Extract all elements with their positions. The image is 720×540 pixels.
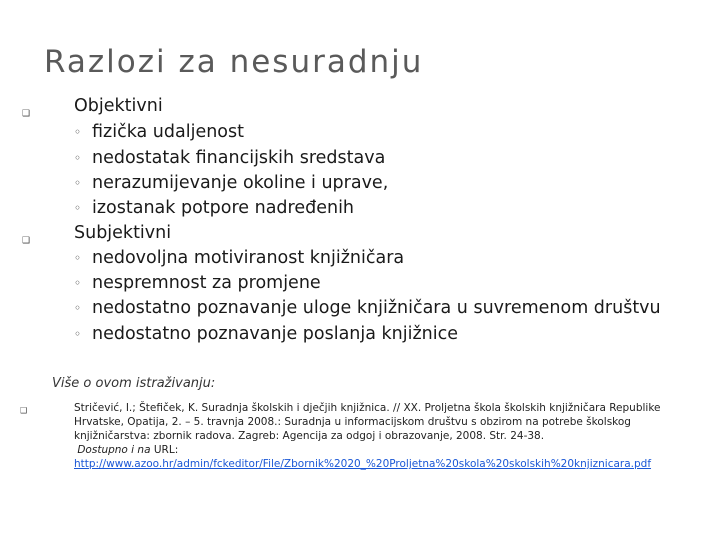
ring-bullet-icon: ◦ [74,176,82,190]
slide-title: Razlozi za nesuradnju [44,44,424,80]
citation-text: Stričević, I.; Štefiček, K. Suradnja školskih i dječjih knjižnica. // XX. Proljetna škola školskih knjižničara Republike Hrvatske, Opatija, 2. – 5. travnja 2008.: Suradnja u informacijskom društvu s obzirom na potrebe školskog knjižničarstva: zbornik radova. Zagreb: Agencija za odgoj i obrazovanje, 2008. Str. 24-38. [74,402,661,442]
sub-bullet-item [74,296,661,320]
bullet-objektivni [22,94,163,119]
square-bullet-icon: ❑ [20,406,28,415]
ring-bullet-icon: ◦ [74,251,82,265]
ring-bullet-icon: ◦ [74,125,82,139]
sub-bullet-label: nedostatno poznavanje uloge knjižničara u suvremenom društvu [92,298,661,318]
more-info-label: Više o ovom istraživanju: [52,376,216,391]
source-link-part2: znicara.pdf [592,458,652,470]
sub-bullet-item [74,196,355,220]
sub-bullet-label: izostanak potpore nadređenih [92,198,355,218]
sub-bullet-label: nedovoljna motiviranost knjižničara [92,248,405,268]
bullet-heading: Objektivni [74,96,163,116]
available-prefix: Dostupno i na [77,444,151,456]
sub-bullet-label: nespremnost za promjene [92,273,321,293]
sub-bullet-label: fizička udaljenost [92,122,244,142]
ring-bullet-icon: ◦ [74,276,82,290]
square-bullet-icon: ❑ [22,236,31,246]
source-link-part1: http://www.azoo.hr/admin/fckeditor/File/Zbornik%2020_%20Proljetna%20skola%20skolskih%20knji [74,458,593,470]
sub-bullet-label: nedostatak financijskih sredstava [92,148,386,168]
ring-bullet-icon: ◦ [74,201,82,215]
bullet-heading: Subjektivni [74,223,172,243]
sub-bullet-item [74,322,459,346]
sub-bullet-item [74,120,244,144]
sub-bullet-item [74,171,389,195]
available-suffix: URL: [153,444,179,456]
sub-bullet-label: nerazumijevanje okoline i uprave, [92,173,389,193]
bullet-subjektivni [22,221,172,246]
source-link[interactable] [74,458,651,470]
ring-bullet-icon: ◦ [74,327,82,341]
sub-bullet-item [74,146,386,170]
available-line [74,443,679,457]
sub-bullet-item [74,271,321,295]
ring-bullet-icon: ◦ [74,301,82,315]
sub-bullet-item [74,246,405,270]
ring-bullet-icon: ◦ [74,151,82,165]
square-bullet-icon: ❑ [22,109,31,119]
reference-block [20,401,679,471]
sub-bullet-label: nedostatno poznavanje poslanja knjižnice [92,324,459,344]
